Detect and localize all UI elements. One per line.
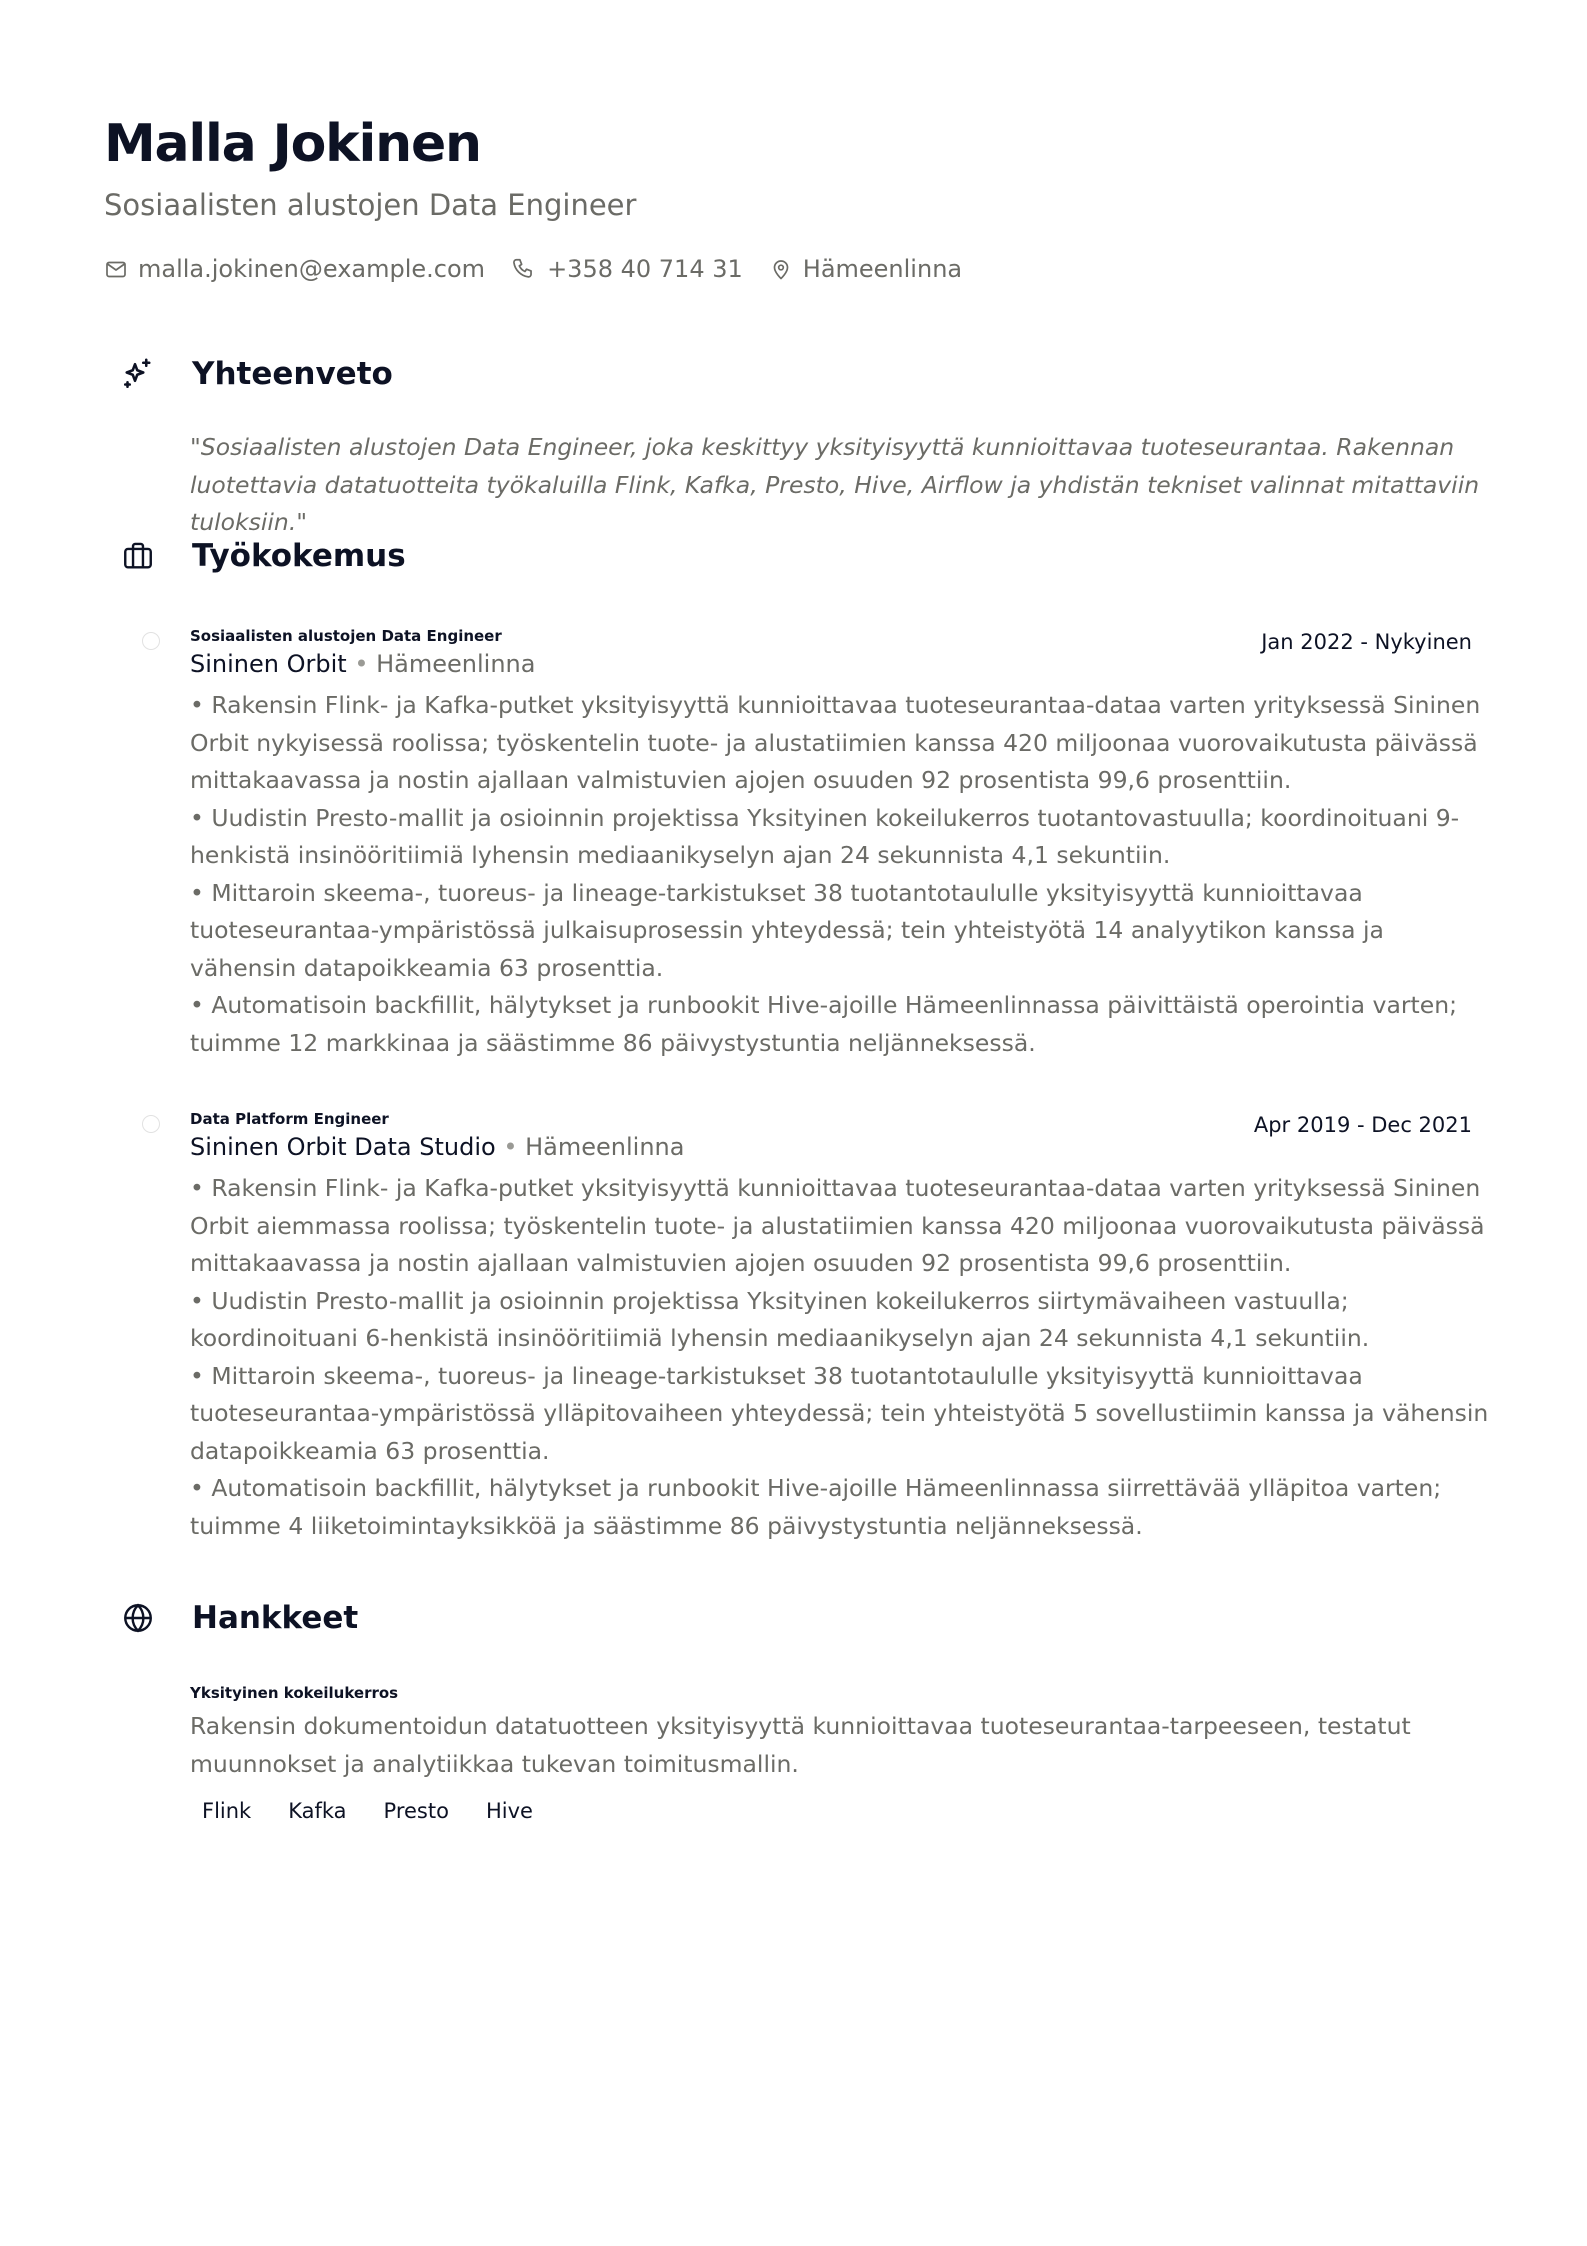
globe-icon xyxy=(118,1598,158,1638)
job-location: Hämeenlinna xyxy=(376,650,536,678)
experience-heading: Työkokemus xyxy=(192,538,406,574)
project-title: Yksityinen kokeilukerros xyxy=(190,1684,399,1702)
job-entry xyxy=(190,1109,1490,1545)
contact-bar xyxy=(104,253,988,285)
job-bullet: • Uudistin Presto-mallit ja osioinnin projektissa Yksityinen kokeilukerros tuotantovastuulla; koordinoituani 9-henkistä insinööritiimiä lyhensin mediaanikyselyn ajan 24 sekunnista 4,1 sekuntiin. xyxy=(190,803,1460,869)
job-bullet: • Mittaroin skeema-, tuoreus- ja lineage-tarkistukset 38 tuotantotaululle yksityisyyttä kunnioittavaa tuoteseurantaa-ympäristössä julkaisuprosessin yhteydessä; tein yhteistyötä 14 analyytikon kanssa ja vähensin datapoikkeamia 63 prosenttia. xyxy=(190,878,1384,982)
separator-dot: • xyxy=(354,650,369,678)
tech-tag: Kafka xyxy=(288,1799,347,1823)
job-company: Sininen Orbit xyxy=(190,650,347,678)
email-text: malla.jokinen@example.com xyxy=(138,255,486,283)
separator-dot: • xyxy=(503,1133,518,1161)
briefcase-icon xyxy=(118,536,158,576)
sparkles-icon xyxy=(118,354,158,394)
experience-section-header xyxy=(118,536,406,576)
job-bullet: • Uudistin Presto-mallit ja osioinnin projektissa Yksityinen kokeilukerros siirtymävaiheen vastuulla; koordinoituani 6-henkistä insinööritiimiä lyhensin mediaanikyselyn ajan 24 sekunnista 4,1 sekuntiin. xyxy=(190,1286,1370,1352)
tech-tag: Hive xyxy=(485,1799,533,1823)
project-entry xyxy=(190,1683,1490,1825)
job-bullets xyxy=(190,687,1490,1062)
mail-icon xyxy=(104,257,128,281)
summary-heading: Yhteenveto xyxy=(192,356,393,392)
summary-text: "Sosiaalisten alustojen Data Engineer, joka keskittyy yksityisyyttä kunnioittavaa tuoteseurantaa. Rakennan luotettavia datatuotteita työkaluilla Flink, Kafka, Presto, Hive, Airflow ja yhdistän tekniset valinnat mitattaviin tuloksiin." xyxy=(190,433,1480,536)
contact-email[interactable] xyxy=(104,253,485,285)
job-dates: Jan 2022 - Nykyinen xyxy=(1261,630,1472,654)
job-location: Hämeenlinna xyxy=(525,1133,685,1161)
job-bullet: • Automatisoin backfillit, hälytykset ja runbookit Hive-ajoille Hämeenlinnassa siirrettävää ylläpitoa varten; tuimme 4 liiketoimintayksikköä ja säästimme 86 päivystystuntia neljänneksessä. xyxy=(190,1474,1442,1540)
job-bullet: • Automatisoin backfillit, hälytykset ja runbookit Hive-ajoille Hämeenlinnassa päivittäistä operointia varten; tuimme 12 markkinaa ja säästimme 86 päivystystuntia neljänneksessä. xyxy=(190,991,1458,1057)
job-bullet: • Rakensin Flink- ja Kafka-putket yksityisyyttä kunnioittavaa tuoteseurantaa-dataa varten yrityksessä Sininen Orbit aiemmassa roolissa; työskentelin tuote- ja alustatiimien kanssa 420 miljoonaa vuorovaikutusta päivässä mittakaavassa ja nostin ajallaan valmistuvien ajojen osuuden 92 prosentista 99,6 prosenttiin. xyxy=(190,1174,1485,1277)
timeline-dot xyxy=(142,1115,160,1133)
job-role: Sosiaalisten alustojen Data Engineer xyxy=(190,627,502,645)
candidate-name: Malla Jokinen xyxy=(104,114,481,174)
job-role: Data Platform Engineer xyxy=(190,1110,389,1128)
job-entry xyxy=(190,626,1490,1062)
job-bullet: • Rakensin Flink- ja Kafka-putket yksityisyyttä kunnioittavaa tuoteseurantaa-dataa varten yrityksessä Sininen Orbit nykyisessä roolissa; työskentelin tuote- ja alustatiimien kanssa 420 miljoonaa vuorovaikutusta päivässä mittakaavassa ja nostin ajallaan valmistuvien ajojen osuuden 92 prosentista 99,6 prosenttiin. xyxy=(190,691,1481,794)
job-company: Sininen Orbit Data Studio xyxy=(190,1133,496,1161)
phone-icon xyxy=(511,256,537,282)
projects-heading: Hankkeet xyxy=(192,1600,359,1636)
timeline-dot xyxy=(142,632,160,650)
job-bullet: • Mittaroin skeema-, tuoreus- ja lineage-tarkistukset 38 tuotantotaululle yksityisyyttä kunnioittavaa tuoteseurantaa-ympäristössä ylläpitovaiheen yhteydessä; tein yhteistyötä 5 sovellustiimin kanssa ja vähensin datapoikkeamia 63 prosenttia. xyxy=(190,1361,1489,1465)
phone-text: +358 40 714 31 xyxy=(547,255,743,283)
project-description: Rakensin dokumentoidun datatuotteen yksityisyyttä kunnioittavaa tuoteseurantaa-tarpeeseen, testatut muunnokset ja analytiikkaa tukevan toimitusmallin. xyxy=(190,1712,1411,1778)
map-pin-icon xyxy=(769,256,793,282)
job-dates: Apr 2019 - Dec 2021 xyxy=(1253,1113,1472,1137)
project-tags xyxy=(202,1797,1490,1825)
candidate-title: Sosiaalisten alustojen Data Engineer xyxy=(104,188,637,222)
job-bullets xyxy=(190,1170,1490,1545)
summary-section-header xyxy=(118,354,393,394)
tech-tag: Flink xyxy=(202,1799,252,1823)
contact-location xyxy=(769,253,962,285)
location-text: Hämeenlinna xyxy=(802,255,963,283)
tech-tag: Presto xyxy=(383,1799,449,1823)
contact-phone[interactable] xyxy=(511,253,743,285)
projects-section-header xyxy=(118,1598,358,1638)
